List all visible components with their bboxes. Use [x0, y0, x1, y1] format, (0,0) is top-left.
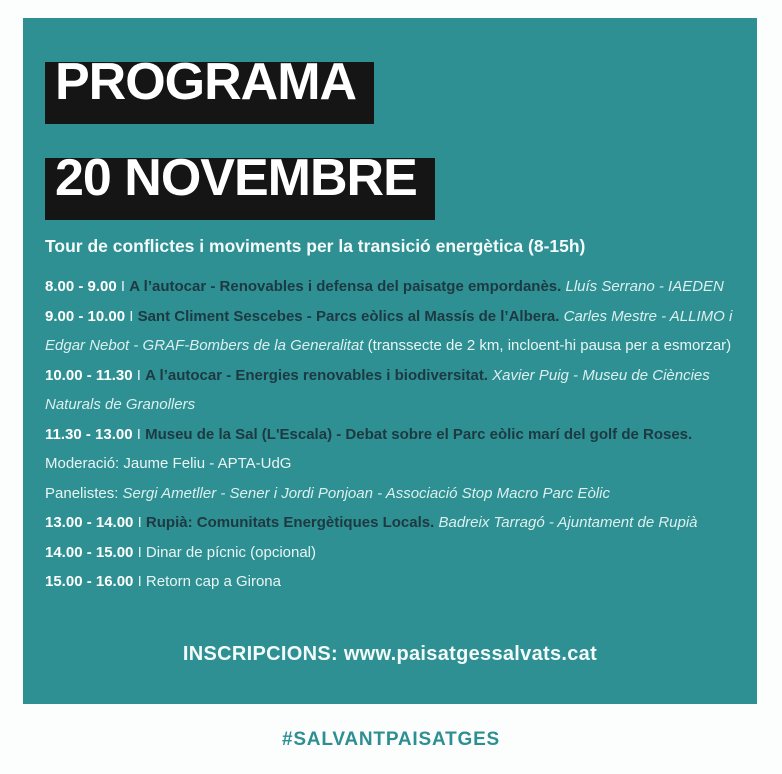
item-separator: I [137, 514, 142, 531]
inscriptions-url: www.paisatgessalvats.cat [343, 642, 598, 665]
item-description: Dinar de pícnic (opcional) [145, 543, 317, 561]
item-separator: I [136, 425, 141, 443]
item-time: 8.00 - 9.00 [45, 278, 117, 295]
schedule-item-moderation [45, 449, 743, 479]
poster-title-line2: 20 NOVEMBRE [55, 149, 417, 207]
schedule-item [45, 361, 743, 420]
item-event: Museu de la Sal (L'Escala) - Debat sobre el Parc eòlic marí del golf de Roses. [145, 425, 693, 443]
item-separator: I [129, 307, 134, 325]
inscriptions-label: INSCRIPCIONS: [182, 642, 338, 665]
item-speakers: Lluís Serrano - IAEDEN [565, 278, 724, 295]
item-speakers: Sergi Ametller - Sener i Jordi Ponjoan - Associació Stop Macro Parc Eòlic [122, 484, 610, 502]
poster-card [23, 18, 757, 704]
schedule-item [45, 538, 743, 568]
item-description: Retorn cap a Girona [145, 573, 281, 590]
item-separator: I [137, 573, 142, 590]
item-event: Rupià: Comunitats Energètiques Locals. [145, 514, 435, 531]
item-event: A l’autocar - Renovables i defensa del paisatge empordanès. [129, 278, 562, 295]
item-speakers: Badreix Tarragó - Ajuntament de Rupià [438, 514, 698, 531]
hashtag-text: #SALVANTPAISATGES [281, 729, 501, 750]
item-time: 14.00 - 15.00 [45, 543, 134, 561]
schedule-item [45, 302, 743, 361]
title-highlight-box [45, 149, 435, 220]
item-time: 15.00 - 16.00 [45, 573, 134, 590]
schedule-item [45, 420, 743, 450]
schedule-item-panelists [45, 479, 743, 509]
poster-subtitle: Tour de conflictes i moviments per la transició energètica (8-15h) [45, 236, 586, 256]
item-note: (transsecte de 2 km, incloent-hi pausa per a esmorzar) [367, 337, 732, 354]
item-separator: I [137, 543, 142, 561]
inscriptions-line [23, 643, 757, 666]
item-separator: I [120, 278, 126, 295]
schedule-item [45, 272, 743, 302]
item-event: A l’autocar - Energies renovables i biodiversitat. [145, 366, 488, 384]
item-moderation: Moderació: Jaume Feliu - APTA-UdG [45, 455, 292, 472]
item-time: 13.00 - 14.00 [45, 514, 134, 531]
item-event: Sant Climent Sescebes - Parcs eòlics al Massís de l’Albera. [137, 307, 560, 325]
schedule-item [45, 508, 743, 538]
item-time: 9.00 - 10.00 [45, 307, 126, 325]
title-block [23, 18, 757, 220]
item-time: 10.00 - 11.30 [45, 366, 133, 384]
item-speakers: Xavier Puig - Museu de Ciències Naturals de Granollers [45, 366, 710, 413]
item-speakers: Carles Mestre - ALLIMO i Edgar Nebot - GRAF-Bombers de la Generalitat [45, 307, 733, 354]
item-time: 11.30 - 13.00 [45, 425, 133, 443]
title-row-2 [45, 149, 757, 220]
title-highlight-box [45, 53, 374, 124]
item-panelists-label: Panelistes: [45, 484, 119, 502]
schedule-list [45, 272, 743, 597]
item-separator: I [136, 366, 141, 384]
schedule-item [45, 567, 743, 597]
title-row-1 [45, 53, 757, 124]
poster-title-line1: PROGRAMA [55, 53, 357, 111]
